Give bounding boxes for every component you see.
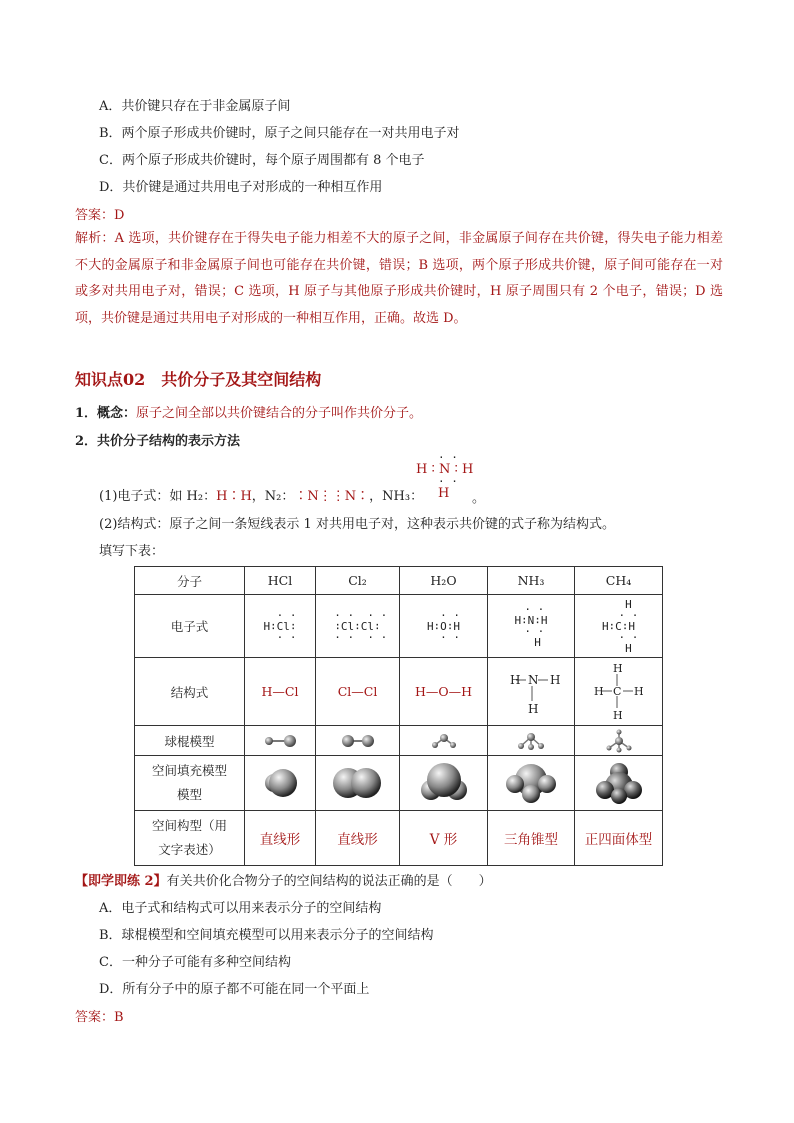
table-row bbox=[135, 811, 663, 866]
ch4-electron: H · · H∶C∶H · · H bbox=[601, 597, 639, 655]
ch4-structural-diagram bbox=[584, 662, 654, 722]
q1-answer: 答案：D bbox=[75, 208, 125, 223]
q2-option-d: D．所有分子中的原子都不可能在同一个平面上 bbox=[99, 982, 370, 997]
n2-label: ，N₂： bbox=[251, 489, 295, 504]
cl2-space-filling-model bbox=[328, 763, 388, 803]
hcl-electron: · · H∶Cl∶ · · bbox=[263, 608, 297, 644]
nh3-dots-bottom: · · bbox=[438, 475, 458, 488]
h2o-electron: · · H∶O∶H · · bbox=[426, 608, 461, 644]
header-molecule: 分子 bbox=[135, 567, 245, 595]
cl2-ball-stick bbox=[316, 726, 400, 756]
nh3-structural bbox=[488, 658, 575, 726]
nh3-electron: · · H∶N∶H · · H bbox=[514, 603, 548, 649]
ch4-ball-stick bbox=[575, 726, 663, 756]
formula-end: 。 bbox=[472, 491, 486, 506]
h2o-space-filling bbox=[400, 756, 488, 811]
ch4-h-right: H bbox=[633, 684, 644, 698]
h2-electron-formula: H∶H bbox=[216, 489, 252, 504]
ch4-space-filling-model bbox=[591, 760, 647, 806]
q1-option-d: D．共价键是通过共用电子对形成的一种相互作用 bbox=[99, 180, 383, 195]
ch4-h-top: H bbox=[612, 661, 623, 675]
section-title: 知识点02 共价分子及其空间结构 bbox=[75, 370, 322, 389]
row-label-shape: 空间构型（用 文字表述） bbox=[135, 811, 245, 866]
header-cl2: Cl₂ bbox=[316, 567, 400, 595]
table-row bbox=[135, 658, 663, 726]
hcl-space-filling-model bbox=[260, 763, 300, 803]
nh3-label: ，NH₃： bbox=[369, 489, 424, 504]
h2o-structural: H—O—H bbox=[400, 658, 488, 726]
ch4-shape: 正四面体型 bbox=[575, 811, 663, 866]
cl2-structural: Cl—Cl bbox=[316, 658, 400, 726]
nh3-space-filling-model bbox=[503, 760, 559, 806]
ch4-space-filling bbox=[575, 756, 663, 811]
representation-heading: 2．共价分子结构的表示方法 bbox=[75, 434, 241, 449]
header-hcl: HCl bbox=[245, 567, 316, 595]
cl2-space-filling bbox=[316, 756, 400, 811]
h2o-space-filling-model bbox=[416, 760, 472, 806]
q2-option-c: C．一种分子可能有多种空间结构 bbox=[99, 955, 291, 970]
header-h2o: H₂O bbox=[400, 567, 488, 595]
cl2-ball-stick-model bbox=[338, 733, 378, 749]
structural-formula-line: (2)结构式：原子之间一条短线表示 1 对共用电子对，这种表示共价键的式子称为结构式。 bbox=[99, 517, 615, 532]
ch4-ball-stick-model bbox=[604, 729, 634, 753]
hcl-ball-stick-model bbox=[260, 733, 300, 749]
ch4-h-bottom: H bbox=[612, 708, 623, 722]
header-nh3: NH₃ bbox=[488, 567, 575, 595]
q1-option-c: C．两个原子形成共价键时，每个原子周围都有 8 个电子 bbox=[99, 153, 425, 168]
q2-option-a: A．电子式和结构式可以用来表示分子的空间结构 bbox=[99, 901, 382, 916]
nh3-space-filling bbox=[488, 756, 575, 811]
concept-line bbox=[75, 402, 422, 421]
electron-formula-line bbox=[99, 485, 423, 504]
table-row bbox=[135, 595, 663, 658]
q1-analysis: 解析：A 选项，共价键存在于得失电子能力相差不大的原子之间，非金属原子间存在共价键，得失电子能力相差不大的金属原子和非金属原子间也可能存在共价键，错误；B 选项，两个原子形成共价键，原子间可能存在一对或多对共用电子对，错误；C 选项，H 原子与其他原子形成共价键时，H 原子周围只有 2 个电子，错误；D 选项，共价键是通过共用电子对形成的一种相互作用，正确。故选 D。 bbox=[75, 231, 723, 326]
electron-formula-intro: (1)电子式：如 H₂： bbox=[99, 489, 217, 504]
hcl-space-filling bbox=[245, 756, 316, 811]
table-header-row bbox=[135, 567, 663, 595]
row-label-space-filling: 空间填充模型 模型 bbox=[135, 756, 245, 811]
cl2-shape: 直线形 bbox=[316, 811, 400, 866]
q2-tag: 【即学即练 2】 bbox=[75, 874, 167, 889]
ch4-c: C bbox=[612, 684, 621, 698]
nh3-n: N bbox=[528, 672, 539, 687]
nh3-bottom-h: H bbox=[438, 486, 450, 501]
row-label-electron: 电子式 bbox=[135, 595, 245, 658]
row-label-structural: 结构式 bbox=[135, 658, 245, 726]
nh3-shape: 三角锥型 bbox=[488, 811, 575, 866]
cl2-electron: · · · · ∶Cl∶Cl∶ · · · · bbox=[334, 608, 388, 644]
table-row bbox=[135, 756, 663, 811]
nh3-structural-diagram bbox=[496, 665, 566, 719]
q1-option-b: B．两个原子形成共价键时，原子之间只能存在一对共用电子对 bbox=[99, 126, 460, 141]
nh3-h-bottom: H bbox=[528, 701, 539, 716]
h2o-shape: V 形 bbox=[400, 811, 488, 866]
hcl-shape: 直线形 bbox=[245, 811, 316, 866]
h2o-ball-stick-model bbox=[429, 732, 459, 750]
q2-answer: 答案：B bbox=[75, 1010, 124, 1025]
ch4-structural bbox=[575, 658, 663, 726]
hcl-structural: H—Cl bbox=[245, 658, 316, 726]
q2-stem-line bbox=[75, 870, 492, 889]
header-ch4: CH₄ bbox=[575, 567, 663, 595]
nh3-dots-top: · · bbox=[438, 451, 458, 464]
q2-option-b: B．球棍模型和空间填充模型可以用来表示分子的空间结构 bbox=[99, 928, 434, 943]
n2-electron-formula: ∶N⋮⋮N∶ bbox=[294, 489, 370, 504]
molecule-table bbox=[134, 566, 663, 866]
concept-label: 1．概念： bbox=[75, 406, 137, 421]
nh3-ball-stick-model bbox=[516, 731, 546, 751]
concept-text: 原子之间全部以共价键结合的分子叫作共价分子。 bbox=[136, 406, 423, 421]
q1-option-a: A．共价键只存在于非金属原子间 bbox=[99, 99, 291, 114]
hcl-ball-stick bbox=[245, 726, 316, 756]
nh3-h-right: H bbox=[550, 672, 561, 687]
table-row bbox=[135, 726, 663, 756]
row-label-ball-stick: 球棍模型 bbox=[135, 726, 245, 756]
nh3-h-left: H bbox=[510, 672, 521, 687]
nh3-ball-stick bbox=[488, 726, 575, 756]
q2-stem: 有关共价化合物分子的空间结构的说法正确的是（ ） bbox=[166, 874, 492, 889]
fill-table-instruction: 填写下表： bbox=[99, 544, 165, 559]
h2o-ball-stick bbox=[400, 726, 488, 756]
nh3-electron-formula-mid: H ∶ N ∶ H bbox=[416, 462, 474, 477]
ch4-h-left: H bbox=[593, 684, 604, 698]
